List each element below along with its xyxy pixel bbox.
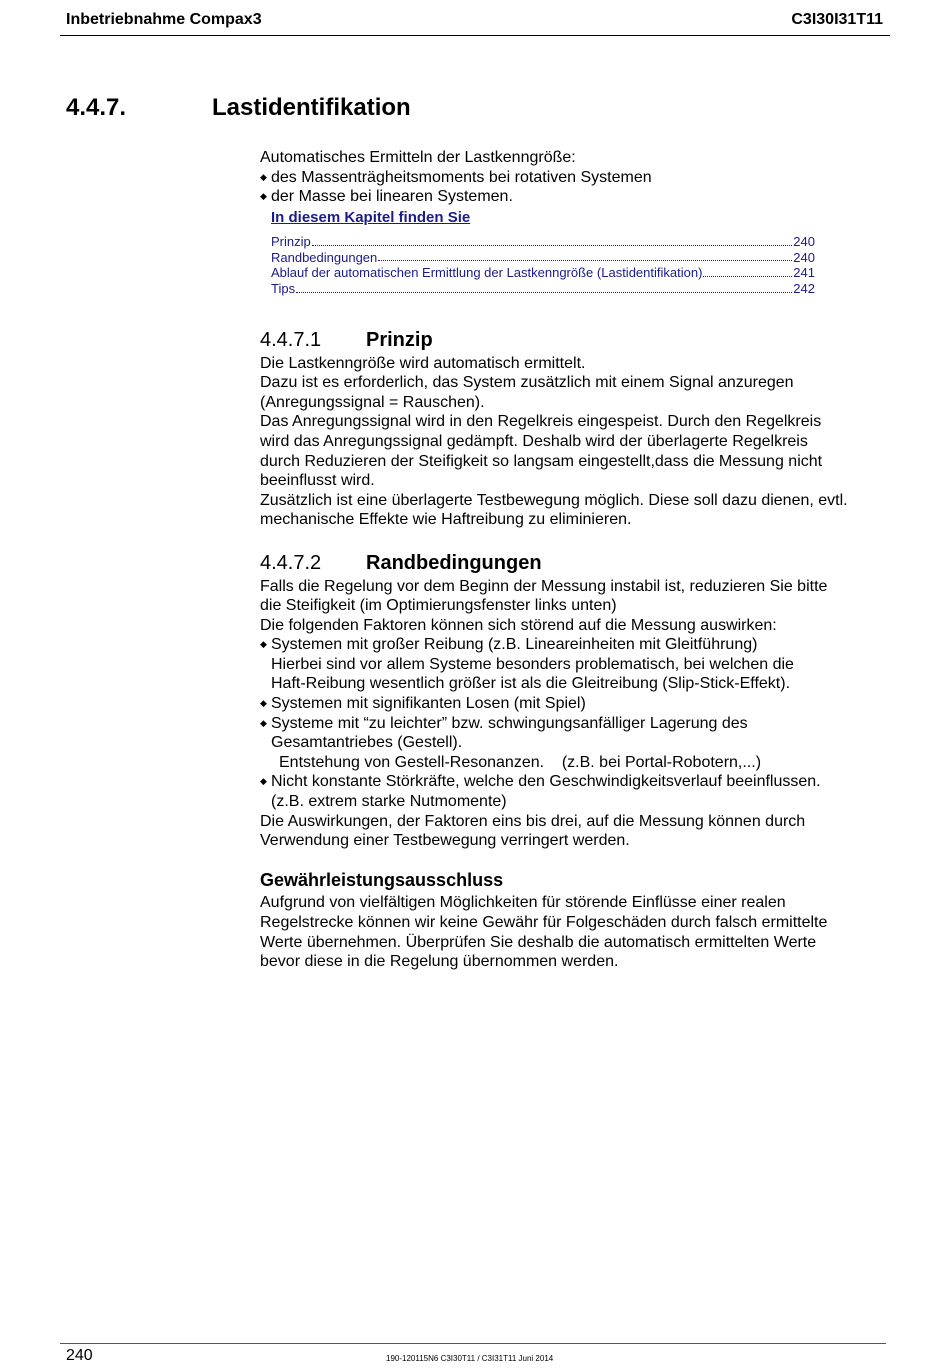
prinzip-line: durch Reduzieren der Steifigkeit so langsam eingestellt,dass die Messung nicht [260, 452, 823, 470]
disclaimer-heading: Gewährleistungsausschluss [260, 869, 504, 890]
toc-entry-ablauf[interactable] [271, 265, 815, 281]
subsection-heading-randbedingungen [260, 551, 890, 574]
subsection-title: Prinzip [366, 328, 433, 351]
intro-bullet [260, 168, 890, 188]
toc-entry-prinzip[interactable] [271, 234, 815, 250]
rand-bullet-continuation: Haft-Reibung wesentlich größer ist als die Gleitreibung (Slip-Stick-Effekt). [271, 675, 791, 693]
rand-bullet-continuation: Entstehung von Gestell-Resonanzen. (z.B. bei Portal-Robotern,...) [279, 753, 762, 771]
header-rule [60, 35, 890, 36]
toc-entry-label: Randbedingungen [271, 249, 378, 265]
bullet-diamond-icon: ◆ [260, 191, 267, 202]
rand-bullet-text: Systeme mit “zu leichter” bzw. schwingungsanfälliger Lagerung des [271, 714, 748, 732]
section-title: Lastidentifikation [212, 94, 411, 121]
toc-entry-tips[interactable] [271, 281, 815, 297]
footer-rule [60, 1343, 886, 1344]
disclaimer-line: bevor diese in die Regelung übernommen werden. [260, 953, 619, 971]
rand-bullet [260, 772, 890, 792]
bullet-diamond-icon: ◆ [260, 776, 267, 787]
rand-intro-line: Falls die Regelung vor dem Beginn der Messung instabil ist, reduzieren Sie bitte [260, 577, 828, 595]
content-column [260, 148, 890, 972]
disclaimer-line: Regelstrecke können wir keine Gewähr für Folgeschäden durch falsch ermittelte [260, 914, 828, 931]
toc-entry-label: Prinzip [271, 233, 311, 249]
rand-bullet-continuation: Gesamtantriebes (Gestell). [271, 734, 463, 752]
rand-outro-line: Die Auswirkungen, der Faktoren eins bis drei, auf die Messung können durch [260, 812, 806, 830]
bullet-diamond-icon: ◆ [260, 171, 267, 182]
rand-bullet [260, 694, 890, 714]
chapter-toc [271, 208, 815, 297]
toc-leader-dots [312, 234, 793, 246]
subsection-number: 4.4.7.2 [260, 551, 322, 574]
prinzip-line: Das Anregungssignal wird in den Regelkreis eingespeist. Durch den Regelkreis [260, 413, 822, 431]
toc-entry-page: 241 [793, 265, 815, 281]
toc-leader-dots [703, 265, 792, 277]
intro-bullet-text: der Masse bei linearen Systemen. [271, 188, 513, 206]
rand-bullet-continuation: Hierbei sind vor allem Systeme besonders problematisch, bei welchen die [271, 655, 794, 673]
toc-title[interactable]: In diesem Kapitel finden Sie [271, 208, 471, 226]
subsection-heading-prinzip [260, 328, 890, 351]
toc-entry-label: Ablauf der automatischen Ermittlung der Lastkenngröße (Lastidentifikation) [271, 265, 703, 281]
prinzip-line: beeinflusst wird. [260, 472, 375, 490]
toc-leader-dots [296, 281, 792, 293]
toc-entry-page: 240 [793, 249, 815, 265]
prinzip-line: Die Lastkenngröße wird automatisch ermittelt. [260, 354, 586, 372]
toc-entry-page: 242 [793, 281, 815, 297]
prinzip-line: Zusätzlich ist eine überlagerte Testbewegung möglich. Diese soll dazu dienen, evtl. [260, 491, 848, 509]
rand-outro-line: Verwendung einer Testbewegung verringert werden. [260, 832, 630, 850]
header-doc-code: C3I30I31T11 [791, 11, 883, 28]
prinzip-line: wird das Anregungssignal gedämpft. Deshalb wird der überlagerte Regelkreis [260, 432, 808, 450]
section-number: 4.4.7. [66, 94, 127, 121]
rand-bullet-text: Systemen mit signifikanten Losen (mit Spiel) [271, 695, 586, 713]
rand-bullet [260, 635, 890, 655]
disclaimer-line: Aufgrund von vielfältigen Möglichkeiten für störende Einflüsse einer realen [260, 894, 786, 912]
toc-entry-randbedingungen[interactable] [271, 250, 815, 266]
prinzip-line: mechanische Effekte wie Haftreibung zu eliminieren. [260, 511, 632, 529]
subsection-title: Randbedingungen [366, 551, 542, 574]
bullet-diamond-icon: ◆ [260, 717, 267, 728]
rand-bullet [260, 714, 890, 734]
rand-intro-line: Die folgenden Faktoren können sich störend auf die Messung auswirken: [260, 616, 777, 634]
prinzip-line: (Anregungssignal = Rauschen). [260, 393, 485, 411]
intro-bullet-text: des Massenträgheitsmoments bei rotativen Systemen [271, 168, 652, 186]
intro-lead: Automatisches Ermitteln der Lastkenngröße: [260, 149, 576, 166]
rand-intro-line: die Steifigkeit (im Optimierungsfenster links unten) [260, 597, 617, 615]
toc-entry-label: Tips [271, 281, 296, 297]
header-title: Inbetriebnahme Compax3 [66, 11, 262, 28]
rand-bullet-continuation: (z.B. extrem starke Nutmomente) [271, 793, 507, 811]
toc-leader-dots [378, 250, 792, 262]
footer-page-number: 240 [66, 1347, 93, 1364]
bullet-diamond-icon: ◆ [260, 639, 267, 650]
toc-entry-page: 240 [793, 233, 815, 249]
prinzip-line: Dazu ist es erforderlich, das System zusätzlich mit einem Signal anzuregen [260, 374, 794, 392]
rand-bullet-text: Nicht konstante Störkräfte, welche den Geschwindigkeitsverlauf beeinflussen. [271, 773, 821, 791]
bullet-diamond-icon: ◆ [260, 698, 267, 709]
rand-bullet-text: Systemen mit großer Reibung (z.B. Lineareinheiten mit Gleitführung) [271, 636, 758, 654]
footer-doc-id: 190-120115N6 C3I30T11 / C3I31T11 Juni 2014 [386, 1354, 554, 1363]
disclaimer-line: Werte übernehmen. Überprüfen Sie deshalb die automatisch ermittelten Werte [260, 933, 817, 951]
intro-bullet [260, 187, 890, 207]
subsection-number: 4.4.7.1 [260, 328, 322, 351]
